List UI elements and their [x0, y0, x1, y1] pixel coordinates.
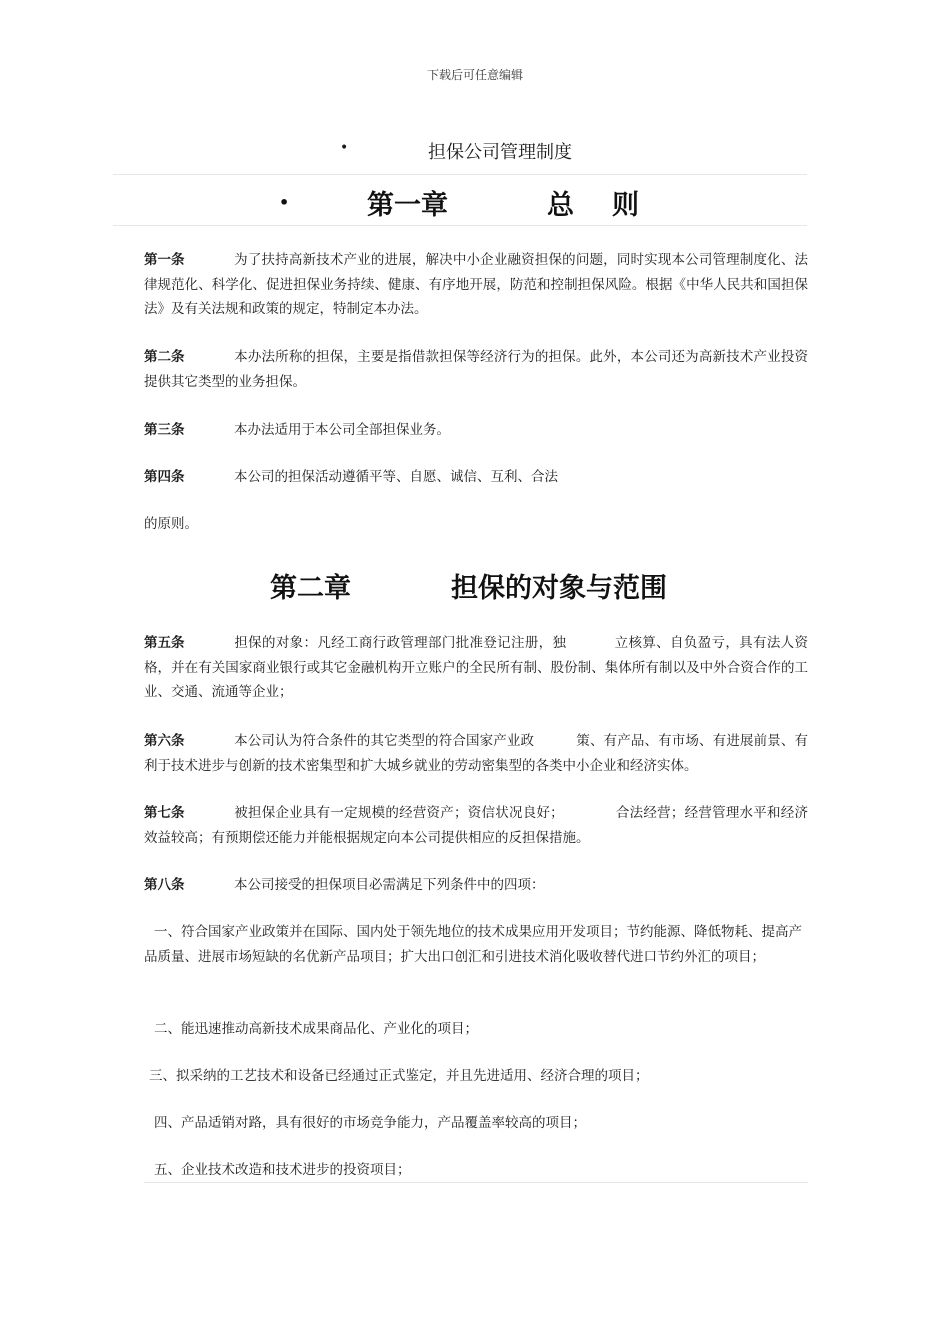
- chapter-1-title-b: 则: [612, 190, 639, 221]
- chapter-1-number: 第一章: [367, 190, 448, 221]
- article-3-label: 第三条: [144, 422, 185, 438]
- article-5-label: 第五条: [144, 635, 185, 651]
- article-6: [144, 729, 808, 778]
- chapter-2-number: 第二章: [270, 573, 351, 604]
- condition-5: 五、企业技术改造和技术进步的投资项目；: [154, 1162, 411, 1178]
- chapter-1-title-a: 总: [547, 190, 574, 221]
- article-8-text: 本公司接受的担保项目必需满足下列条件中的四项：: [234, 877, 545, 893]
- article-2: [144, 345, 808, 394]
- article-4-text: 本公司的担保活动遵循平等、自愿、诚信、互利、合法: [234, 469, 558, 485]
- article-2-text: 本办法所称的担保，主要是指借款担保等经济行为的担保。此外，本公司还为高新技术产业投资提供其它类型的业务担保。: [144, 349, 808, 390]
- article-7-label: 第七条: [144, 805, 185, 821]
- condition-3: 三、拟采纳的工艺技术和设备已经通过正式鉴定，并且先进适用、经济合理的项目；: [149, 1068, 649, 1084]
- article-1-label: 第一条: [144, 252, 185, 268]
- article-4: [144, 465, 808, 490]
- article-4-continuation: 的原则。: [144, 516, 198, 532]
- condition-4: 四、产品适销对路，具有很好的市场竞争能力，产品覆盖率较高的项目；: [154, 1115, 586, 1131]
- document-title: [0, 138, 950, 164]
- article-6-text-b: 策、有产品、有市场、有进展前景、有利于技术进步与创新的技术密集型和扩大城乡就业的劳动密集型的各类中小企业和经济实体。: [144, 733, 809, 774]
- article-2-label: 第二条: [144, 349, 185, 365]
- article-8: [144, 873, 808, 898]
- chapter-2-title: 担保的对象与范围: [451, 573, 667, 604]
- chapter-1-heading: [0, 183, 950, 219]
- title-bullet: •: [340, 140, 349, 156]
- article-7: [144, 801, 808, 850]
- article-1-text: 为了扶持高新技术产业的进展，解决中小企业融资担保的问题，同时实现本公司管理制度化、法律规范化、科学化、促进担保业务持续、健康、有序地开展，防范和控制担保风险。根据《中华人民共和国担保法》及有关法规和政策的规定，特制定本办法。: [144, 252, 808, 317]
- article-5-text-a: 担保的对象：凡经工商行政管理部门批准登记注册，独: [234, 635, 567, 651]
- divider-bottom: [144, 1182, 808, 1183]
- article-6-text-a: 本公司认为符合条件的其它类型的符合国家产业政: [234, 733, 535, 749]
- article-5-text-b: 立核算、自负盈亏，具有法人资格，并在有关国家商业银行或其它金融机构开立账户的全民所有制、股份制、集体所有制以及中外合资合作的工业、交通、流通等企业；: [144, 635, 809, 700]
- article-8-label: 第八条: [144, 877, 185, 893]
- chapter-1-bullet: •: [279, 193, 290, 212]
- article-7-text-a: 被担保企业具有一定规模的经营资产；资信状况良好；: [234, 805, 564, 821]
- article-6-label: 第六条: [144, 733, 185, 749]
- article-1: [144, 248, 808, 322]
- article-3: [144, 418, 808, 443]
- divider-chapter-1: [113, 225, 807, 226]
- article-5: [144, 631, 808, 705]
- chapter-2-heading: [0, 566, 950, 604]
- article-7-text-b: 合法经营；经营管理水平和经济效益较高；有预期偿还能力并能根据规定向本公司提供相应的反担保措施。: [144, 805, 809, 846]
- title-text: 担保公司管理制度: [428, 142, 572, 163]
- condition-1: 一、符合国家产业政策并在国际、国内处于领先地位的技术成果应用开发项目；节约能源、降低物耗、提高产品质量、进展市场短缺的名优新产品项目；扩大出口创汇和引进技术消化吸收替代进口节约外汇的项目；: [144, 924, 802, 965]
- article-4-label: 第四条: [144, 469, 185, 485]
- divider-top: [113, 174, 807, 175]
- article-3-text: 本办法适用于本公司全部担保业务。: [234, 422, 450, 438]
- header-note: 下载后可任意编辑: [426, 68, 523, 82]
- condition-2: 二、能迅速推动高新技术成果商品化、产业化的项目；: [154, 1021, 478, 1037]
